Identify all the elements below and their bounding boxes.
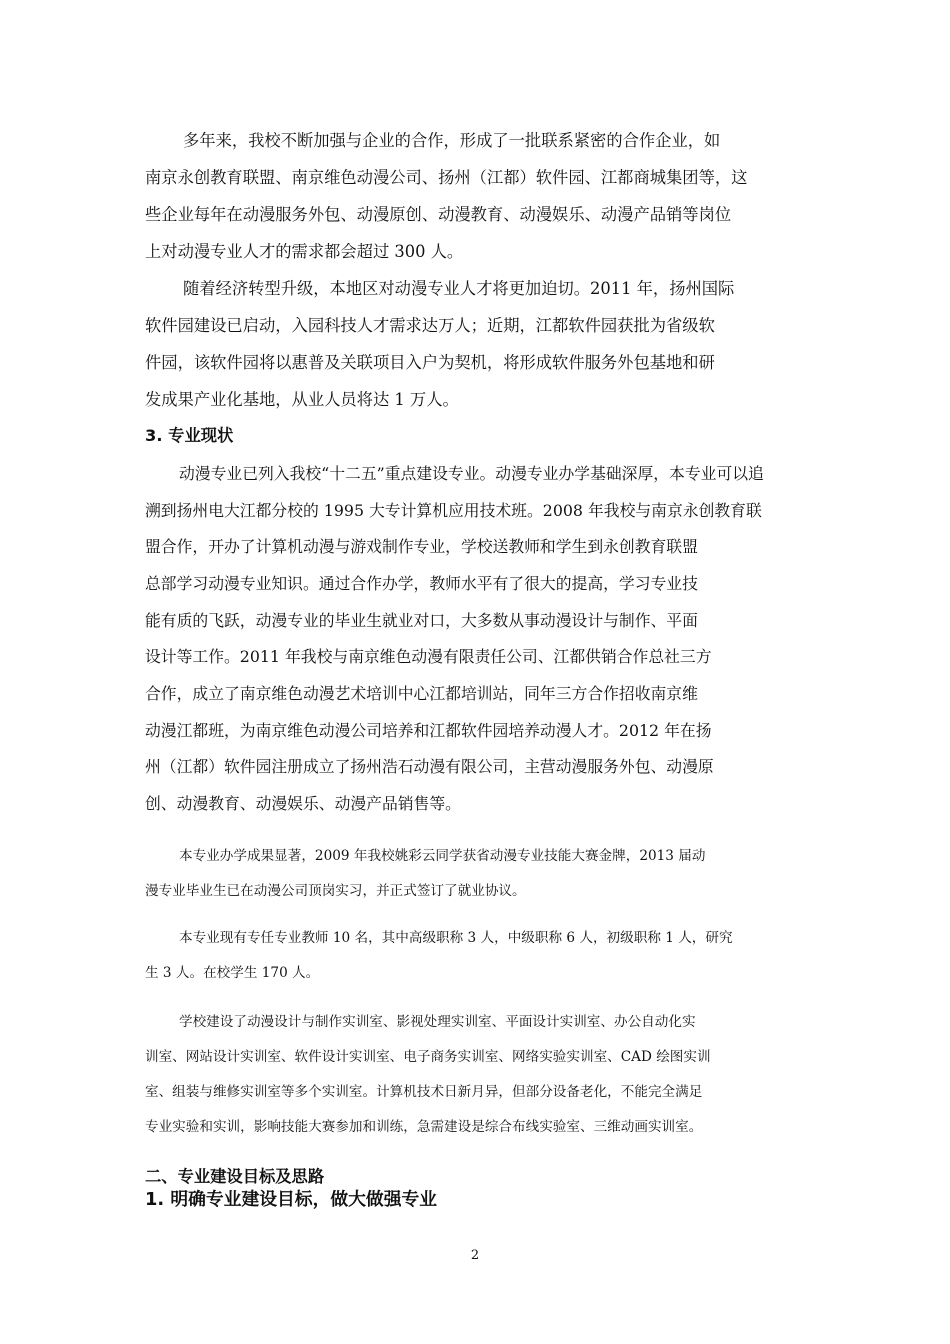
text-line: 州（江都）软件园注册成立了扬州浩石动漫有限公司，主营动漫服务外包、动漫原 bbox=[145, 757, 714, 776]
text-line: 训室、网站设计实训室、软件设计实训室、电子商务实训室、网络实验实训室、CAD 绘图实训 bbox=[145, 1049, 711, 1065]
text-line: 动漫专业已列入我校“十二五”重点建设专业。动漫专业办学基础深厚，本专业可以追 bbox=[179, 464, 764, 483]
text-line: 创、动漫教育、动漫娱乐、动漫产品销售等。 bbox=[145, 794, 461, 813]
text-line: 本专业办学成果显著，2009 年我校姚彩云同学获省动漫专业技能大赛金牌，2013 届动 bbox=[179, 848, 706, 864]
page-number: 2 bbox=[470, 1248, 480, 1263]
text-line: 漫专业毕业生已在动漫公司顶岗实习，并正式签订了就业协议。 bbox=[145, 883, 526, 899]
text-line: 专业实验和实训，影响技能大赛参加和训练，急需建设是综合布线实验室、三维动画实训室。 bbox=[145, 1119, 703, 1135]
text-line: 设计等工作。2011 年我校与南京维色动漫有限责任公司、江都供销合作总社三方 bbox=[145, 647, 712, 666]
text-line: 多年来，我校不断加强与企业的合作，形成了一批联系紧密的合作企业，如 bbox=[183, 131, 721, 150]
text-line: 总部学习动漫专业知识。通过合作办学，教师水平有了很大的提高，学习专业技 bbox=[145, 574, 698, 593]
text-line: 动漫江都班，为南京维色动漫公司培养和江都软件园培养动漫人才。2012 年在扬 bbox=[145, 721, 712, 740]
text-line: 本专业现有专任专业教师 10 名，其中高级职称 3 人，中级职称 6 人，初级职称 1 人，研究 bbox=[179, 930, 733, 946]
chapter-heading: 二、专业建设目标及思路 bbox=[145, 1167, 325, 1186]
text-line: 能有质的飞跃，动漫专业的毕业生就业对口，大多数从事动漫设计与制作、平面 bbox=[145, 611, 698, 630]
text-line: 随着经济转型升级，本地区对动漫专业人才将更加迫切。2011 年，扬州国际 bbox=[183, 279, 735, 298]
text-line: 合作，成立了南京维色动漫艺术培训中心江都培训站，同年三方合作招收南京维 bbox=[145, 684, 698, 703]
text-line: 南京永创教育联盟、南京维色动漫公司、扬州（江都）软件园、江都商城集团等，这 bbox=[145, 168, 748, 187]
text-line: 上对动漫专业人才的需求都会超过 300 人。 bbox=[145, 242, 464, 261]
section-heading: 3. 专业现状 bbox=[145, 426, 234, 445]
text-line: 盟合作，开办了计算机动漫与游戏制作专业，学校送教师和学生到永创教育联盟 bbox=[145, 537, 698, 556]
text-line: 溯到扬州电大江都分校的 1995 大专计算机应用技术班。2008 年我校与南京永创教育联 bbox=[145, 501, 762, 520]
subsection-heading: 1. 明确专业建设目标，做大做强专业 bbox=[145, 1189, 438, 1210]
text-line: 生 3 人。在校学生 170 人。 bbox=[145, 965, 320, 981]
text-line: 发成果产业化基地，从业人员将达 1 万人。 bbox=[145, 390, 459, 409]
text-line: 件园，该软件园将以惠普及关联项目入户为契机，将形成软件服务外包基地和研 bbox=[145, 353, 715, 372]
text-line: 学校建设了动漫设计与制作实训室、影视处理实训室、平面设计实训室、办公自动化实 bbox=[179, 1014, 696, 1030]
text-line: 软件园建设已启动，入园科技人才需求达万人；近期，江都软件园获批为省级软 bbox=[145, 316, 715, 335]
text-line: 些企业每年在动漫服务外包、动漫原创、动漫教育、动漫娱乐、动漫产品销等岗位 bbox=[145, 205, 732, 224]
text-line: 室、组装与维修实训室等多个实训室。计算机技术日新月异，但部分设备老化，不能完全满足 bbox=[145, 1084, 703, 1100]
